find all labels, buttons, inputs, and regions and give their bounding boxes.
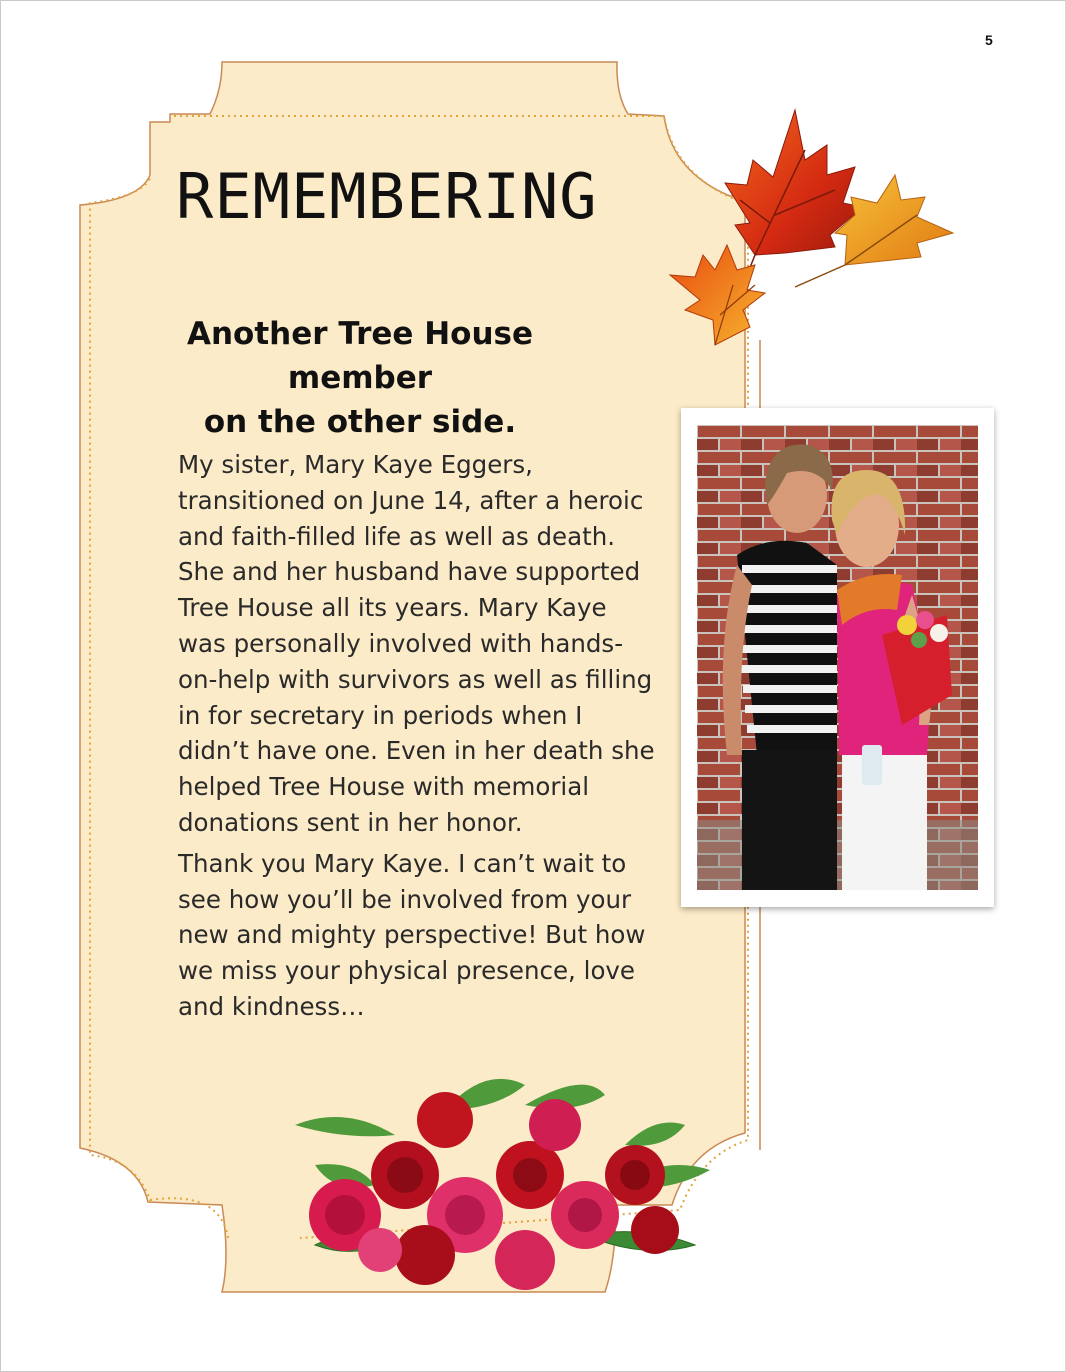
- orange-leaf-icon: [670, 245, 765, 345]
- article-subtitle: [120, 312, 600, 444]
- page-title: REMEMBERING: [176, 160, 598, 233]
- photo-two-women-icon: [697, 425, 978, 890]
- paragraph-thanks: Thank you Mary Kaye. I can’t wait to see how you’ll be involved from your new and mighty perspective! But how we miss your physical presence, love and kindness…: [178, 848, 646, 1021]
- yellow-leaf-icon: [835, 175, 953, 265]
- subtitle-line-2: on the other side.: [203, 404, 517, 440]
- paragraph-tribute: My sister, Mary Kaye Eggers, transitioned on June 14, after a heroic and faith-filled life as well as death. She and her husband have supported Tree House all its years. Mary Kaye was personally involved with hands-on-help with survivors as well as filling in for secretary in periods when I didn’t have one. Even in her death she helped Tree House with memorial donations sent in her honor.: [178, 450, 655, 837]
- rose-bouquet-icon: [285, 1065, 715, 1290]
- article-body: [178, 447, 658, 1025]
- autumn-leaves-icon: [655, 105, 965, 350]
- photo-card: [681, 408, 994, 907]
- page-number: 5: [985, 32, 993, 48]
- subtitle-line-1: Another Tree House member: [186, 316, 533, 396]
